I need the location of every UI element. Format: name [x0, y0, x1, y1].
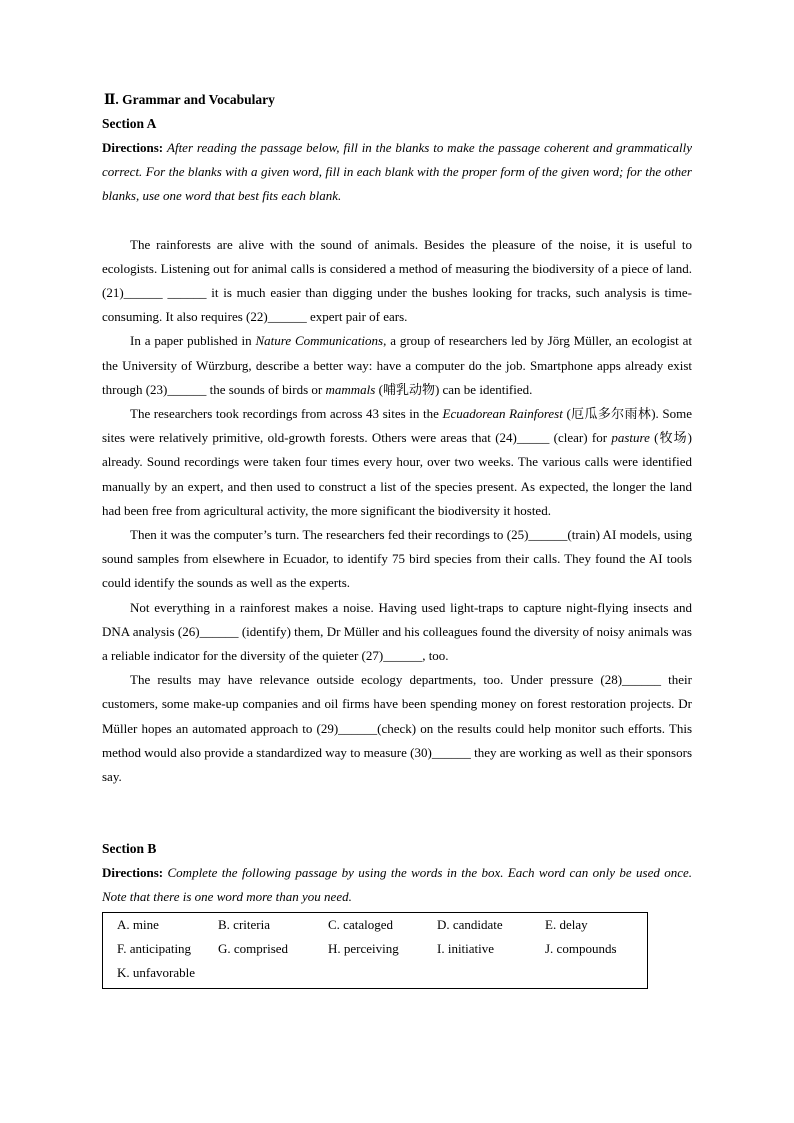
term-ecuadorean-rainforest: Ecuadorean Rainforest [442, 406, 563, 422]
word-option: B. criteria [218, 916, 270, 932]
term-mammals: mammals [325, 381, 376, 397]
section-a-directions [102, 136, 692, 209]
part-title: Ⅱ. Grammar and Vocabulary [104, 92, 275, 107]
journal-name: Nature Communications [255, 333, 384, 349]
word-option: I. initiative [437, 940, 495, 956]
word-option: E. delay [545, 916, 588, 932]
word-box-row [117, 913, 647, 937]
section-a-title: Section A [102, 116, 157, 131]
section-b-directions [102, 861, 692, 909]
passage-paragraph-3: The researchers took recordings from across 43 sites in the Ecuadorean Rainforest (厄瓜多尔雨林). Some sites were relatively primitive, old-growth forests. Others were areas that (24)_____ (clear) for pasture (牧场) already. Sound recordings were taken four times every hour, over two weeks. The various calls were identified manually by an expert, and then used to construct a list of the species present. As expected, the longer the land had been free from agricultural activity, the more significant the biodiversity it hosted. [102, 406, 693, 518]
directions-text: After reading the passage below, fill in the blanks to make the passage coherent and grammatically correct. For the blanks with a given word, fill in each blank with the proper form of the given word; for the other blanks, use one word that best fits each blank. [102, 140, 693, 204]
section-b-title: Section B [102, 841, 157, 857]
passage-paragraph-6: The results may have relevance outside ecology departments, too. Under pressure (28)______ their customers, some make-up companies and oil firms have been spending money on forest restoration projects. Dr Müller hopes an automated approach to (29)______(check) on the results could help monitor such efforts. This method would also provide a standardized way to measure (30)______ they are working as well as their sponsors say. [102, 672, 692, 785]
word-box [102, 912, 648, 989]
directions-label: Directions: [102, 140, 164, 155]
word-option: A. mine [117, 916, 159, 932]
worksheet-page [102, 88, 692, 989]
word-option: J. compounds [545, 940, 617, 956]
word-box-row [117, 937, 647, 961]
passage-paragraph-2: In a paper published in Nature Communications, a group of researchers led by Jörg Müller, an ecologist at the University of Würzburg, describe a better way: have a computer do the job. Smartphone apps already exist through (23)______ the sounds of birds or mammals (哺乳动物) can be identified. [102, 333, 692, 397]
passage-paragraph-1: The rainforests are alive with the sound of animals. Besides the pleasure of the noise, it is useful to ecologists. Listening out for animal calls is considered a method of measuring the biodiversity of a piece of land. (21)______ ______ it is much easier than digging under the bushes looking for tracks, such analysis is time-consuming. It also requires (22)______ expert pair of ears. [102, 236, 692, 325]
directions-text: Complete the following passage by using the words in the box. Each word can only be used once. Note that there is one word more than you need. [102, 865, 693, 905]
passage-paragraph-5: Not everything in a rainforest makes a noise. Having used light-traps to capture night-flying insects and DNA analysis (26)______ (identify) them, Dr Müller and his colleagues found the diversity of noisy animals was a reliable indicator for the diversity of the quieter (27)______, too. [102, 599, 692, 664]
term-pasture: pasture [611, 430, 650, 446]
word-box-row [117, 961, 647, 985]
passage-paragraph-4: Then it was the computer’s turn. The researchers fed their recordings to (25)______(train) AI models, using sound samples from elsewhere in Ecuador, to identify 75 bird species from their calls. They found the AI tools could identify the sounds as well as the experts. [102, 527, 692, 591]
word-option: C. cataloged [328, 916, 393, 932]
word-option: F. anticipating [117, 940, 192, 956]
word-option: G. comprised [218, 940, 289, 956]
word-option: H. perceiving [328, 940, 399, 956]
word-option: D. candidate [437, 916, 503, 932]
directions-label: Directions: [102, 865, 164, 881]
word-option: K. unfavorable [117, 964, 195, 980]
